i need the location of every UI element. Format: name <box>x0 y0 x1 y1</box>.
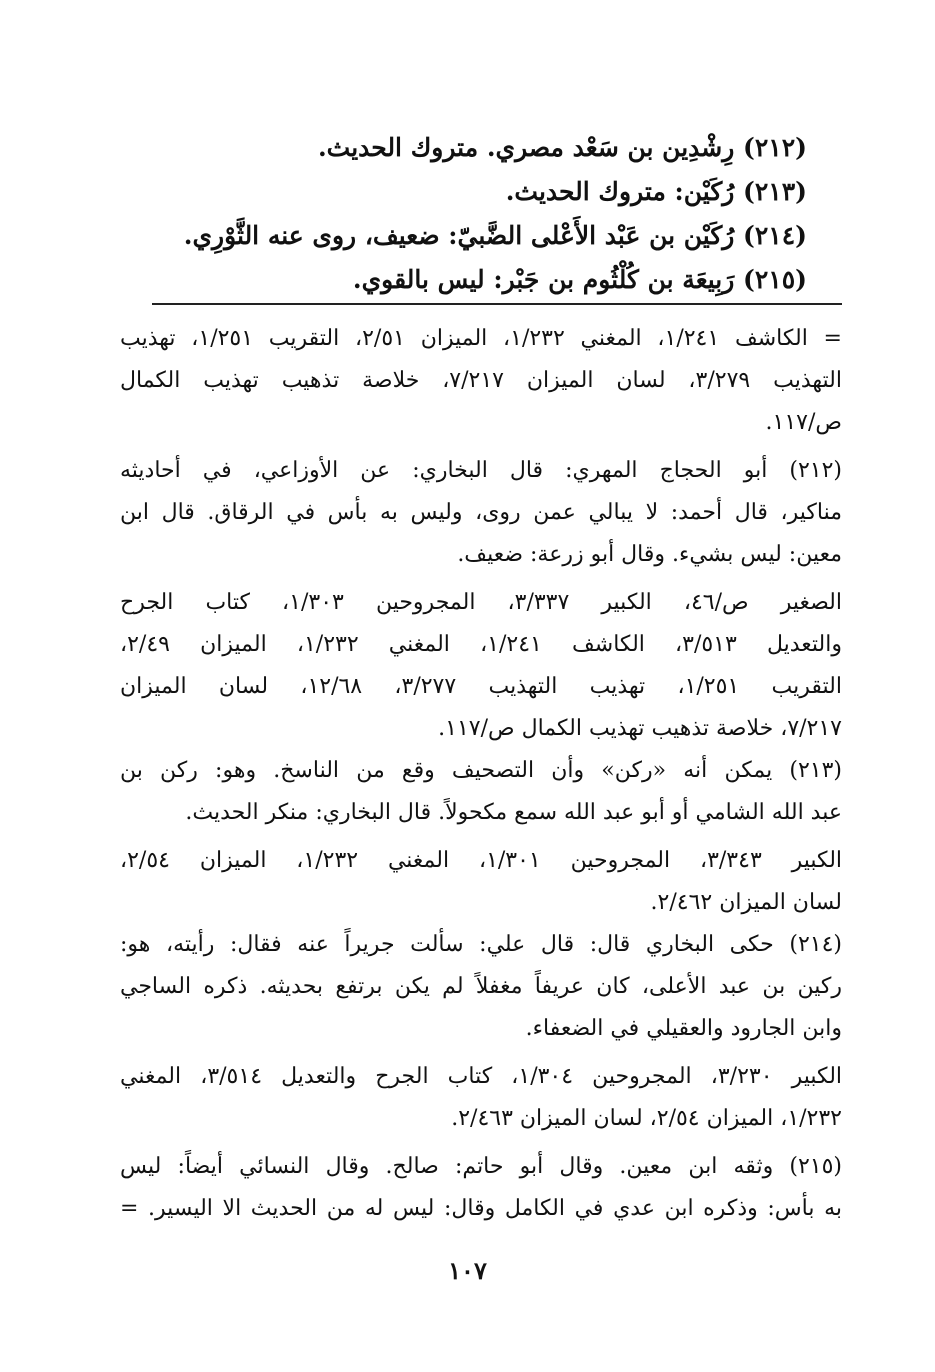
footnote-line: ١/٢٣٢، الميزان ٢/٥٤، لسان الميزان ٢/٤٦٣. <box>451 1106 842 1131</box>
footnote-line: ركين بن عبد الأعلى، كان عريفاً مغفلاً لم يكن برتفع بحديثه. ذكره الساجي <box>120 974 842 999</box>
footnote-line: الكبير ٣/٣٤٣، المجروحين ١/٣٠١، المغني ١/٢٣٢، الميزان ٢/٥٤، <box>120 848 842 873</box>
footnote-line: (٢١٣) يمكن أنه «ركن» وأن التصحيف وقع من الناسخ. وهو: ركن بن <box>120 758 842 783</box>
footnote-separator <box>152 303 842 305</box>
footnote-line: الصغير ص/٤٦، الكبير ٣/٣٣٧، المجروحين ١/٣٠٣، كتاب الجرح <box>120 590 842 615</box>
footnote-line: الكبير ٣/٢٣٠، المجروحين ١/٣٠٤، كتاب الجرح والتعديل ٣/٥١٤، المغني <box>120 1064 842 1089</box>
footnote-line: (٢١٥) وثقه ابن معين. وقال أبو حاتم: صالح. وقال النسائي أيضاً: ليس <box>120 1154 842 1179</box>
entry-213: (٢١٣) رُكَيْن: متروك الحديث. <box>505 177 807 206</box>
footnote-line: ص/١١٧. <box>765 410 842 435</box>
footnote-line: التهذيب ٣/٢٧٩، لسان الميزان ٧/٢١٧، خلاصة تذهيب تهذيب الكمال <box>120 368 842 393</box>
footnote-line: التقريب ١/٢٥١، تهذيب التهذيب ٣/٢٧٧، ١٢/٦٨، لسان الميزان <box>120 674 842 699</box>
main-entries <box>87 126 807 302</box>
footnote-line: ٧/٢١٧، خلاصة تذهيب تهذيب الكمال ص/١١٧. <box>438 716 842 741</box>
footnote-line: (٢١٤) حكى البخاري قال: قال علي: سألت جريراً عنه فقال: رأيته، هو: <box>120 932 842 957</box>
footnote-line: وابن الجارود والعقيلي في الضعفاء. <box>525 1016 842 1041</box>
footnote-line: به بأس: وذكره ابن عدي في الكامل وقال: ليس له من الحديث الا اليسير. = <box>120 1196 842 1221</box>
footnote-line: لسان الميزان ٢/٤٦٢. <box>650 890 842 915</box>
footnote-line: عبد الله الشامي أو أبو عبد الله سمع مكحولاً. قال البخاري: منكر الحديث. <box>185 800 842 825</box>
footnote-line: والتعديل ٣/٥١٣، الكاشف ١/٢٤١، المغني ١/٢٣٢، الميزان ٢/٤٩، <box>120 632 842 657</box>
page-number: ١٠٧ <box>448 1256 487 1285</box>
entry-214: (٢١٤) رُكَيْن بن عَبْد الأَعْلى الضَّبيّ: ضعيف، روى عنه الثَّوْرِي. <box>183 221 807 250</box>
footnote-line: معين: ليس بشيء. وقال أبو زرعة: ضعيف. <box>457 542 842 567</box>
entry-215: (٢١٥) رَبِيعَة بن كُلْثُوم بن جَبْر: ليس بالقوي. <box>352 265 807 294</box>
footnote-line: = الكاشف ١/٢٤١، المغني ١/٢٣٢، الميزان ٢/٥١، التقريب ١/٢٥١، تهذيب <box>120 326 842 351</box>
footnote-line: مناكير، قال أحمد: لا يبالي عمن روى، وليس به بأس في الرقاق. قال ابن <box>120 500 842 525</box>
footnotes <box>120 318 842 1230</box>
footnote-line: (٢١٢) أبو الحجاج المهري: قال البخاري: عن الأوزاعي، في أحاديثه <box>120 458 842 483</box>
entry-212: (٢١٢) رِشْدِين بن سَعْد مصري. متروك الحديث. <box>317 133 807 162</box>
